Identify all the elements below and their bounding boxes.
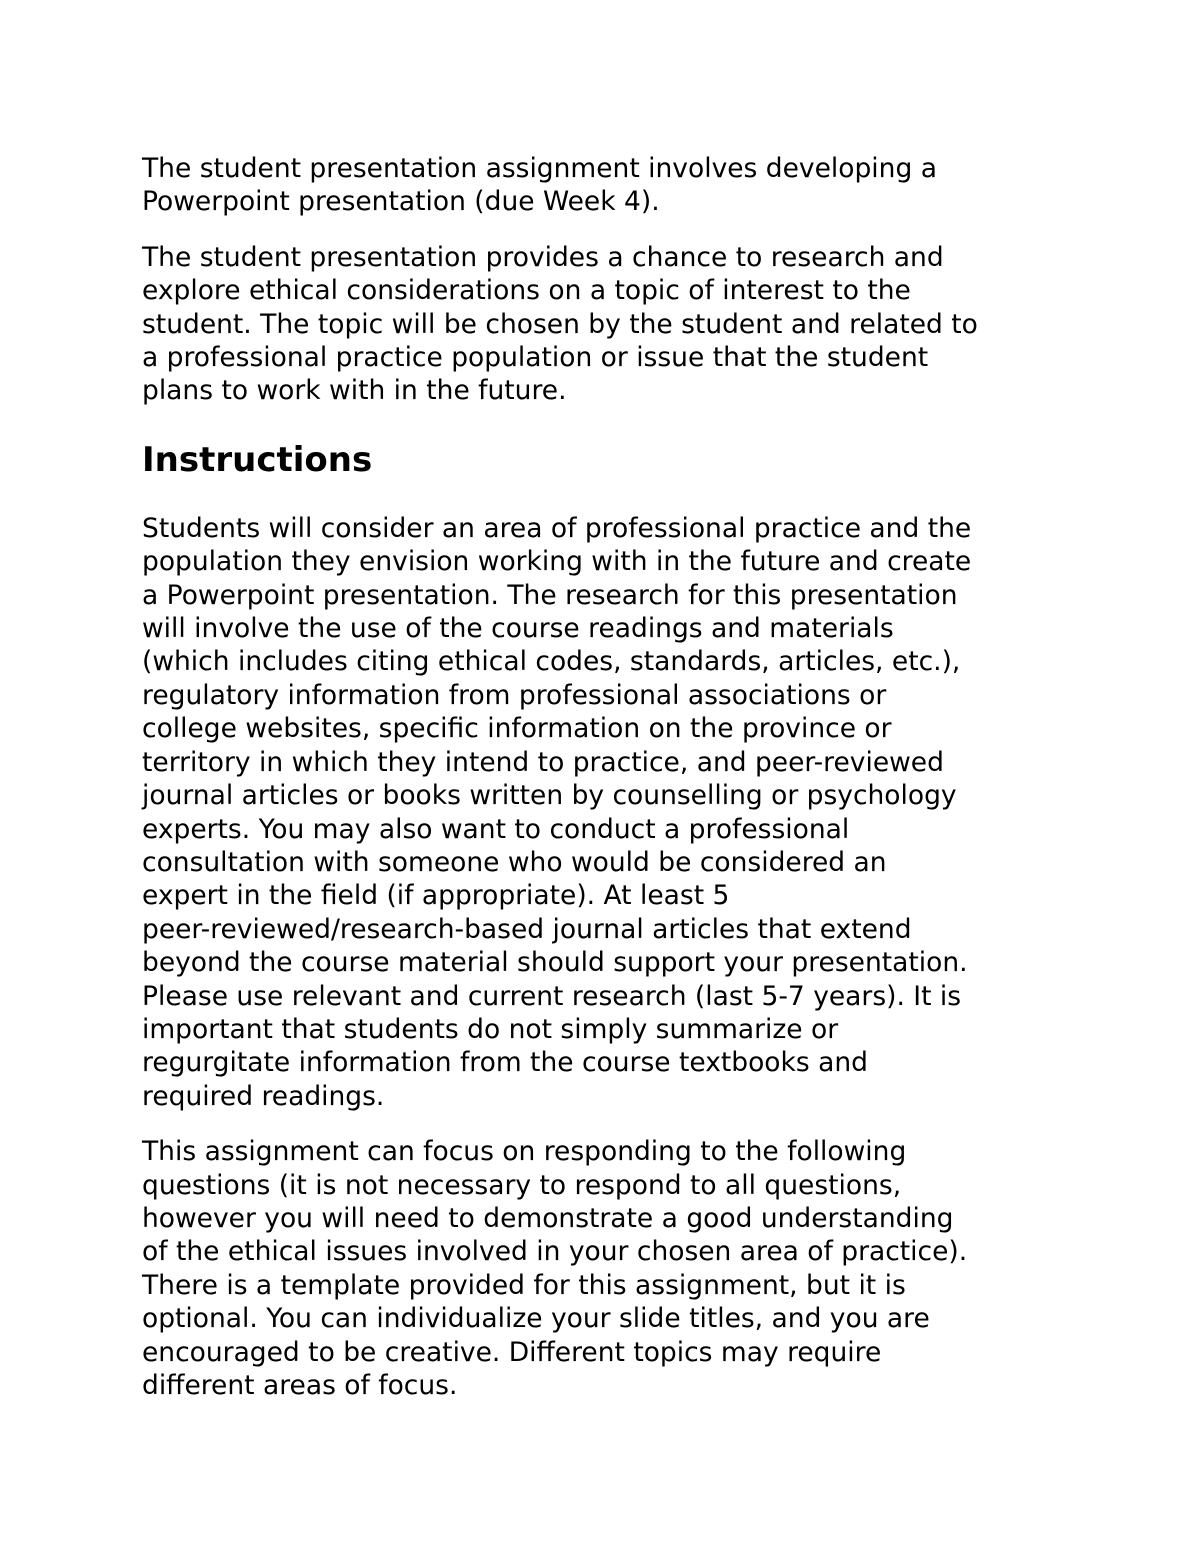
intro-paragraph-assignment-overview: The student presentation assignment involves developing a Powerpoint presentation (due Week 4). [142,153,937,218]
intro-paragraph-purpose: The student presentation provides a chance to research and explore ethical considerations on a topic of interest to the student. The topic will be chosen by the student and related to a professional practice population or issue that the student plans to work with in the future. [142,241,978,407]
document-body [142,152,1072,1402]
instructions-heading: Instructions [142,439,373,480]
instructions-paragraph-focus: This assignment can focus on responding to the following questions (it is not necessary to respond to all questions, however you will need to demonstrate a good understanding of the ethical issues involved in your chosen area of practice). There is a template provided for this assignment, but it is optional. You can individualize your slide titles, and you are encouraged to be creative. Different topics may require different areas of focus. [142,1136,968,1401]
instructions-paragraph-research: Students will consider an area of professional practice and the population they envision working with in the future and create a Powerpoint presentation. The research for this presentation will involve the use of the course readings and materials (which includes citing ethical codes, standards, articles, etc.), regulatory information from professional associations or college websites, specific information on the province or territory in which they intend to practice, and peer-reviewed journal articles or books written by counselling or psychology experts. You may also want to conduct a professional consultation with someone who would be considered an expert in the field (if appropriate). At least 5 peer-reviewed/research-based journal articles that extend beyond the course material should support your presentation. Please use relevant and current research (last 5-7 years). It is important that students do not simply summarize or regurgitate information from the course textbooks and required readings. [142,512,972,1112]
